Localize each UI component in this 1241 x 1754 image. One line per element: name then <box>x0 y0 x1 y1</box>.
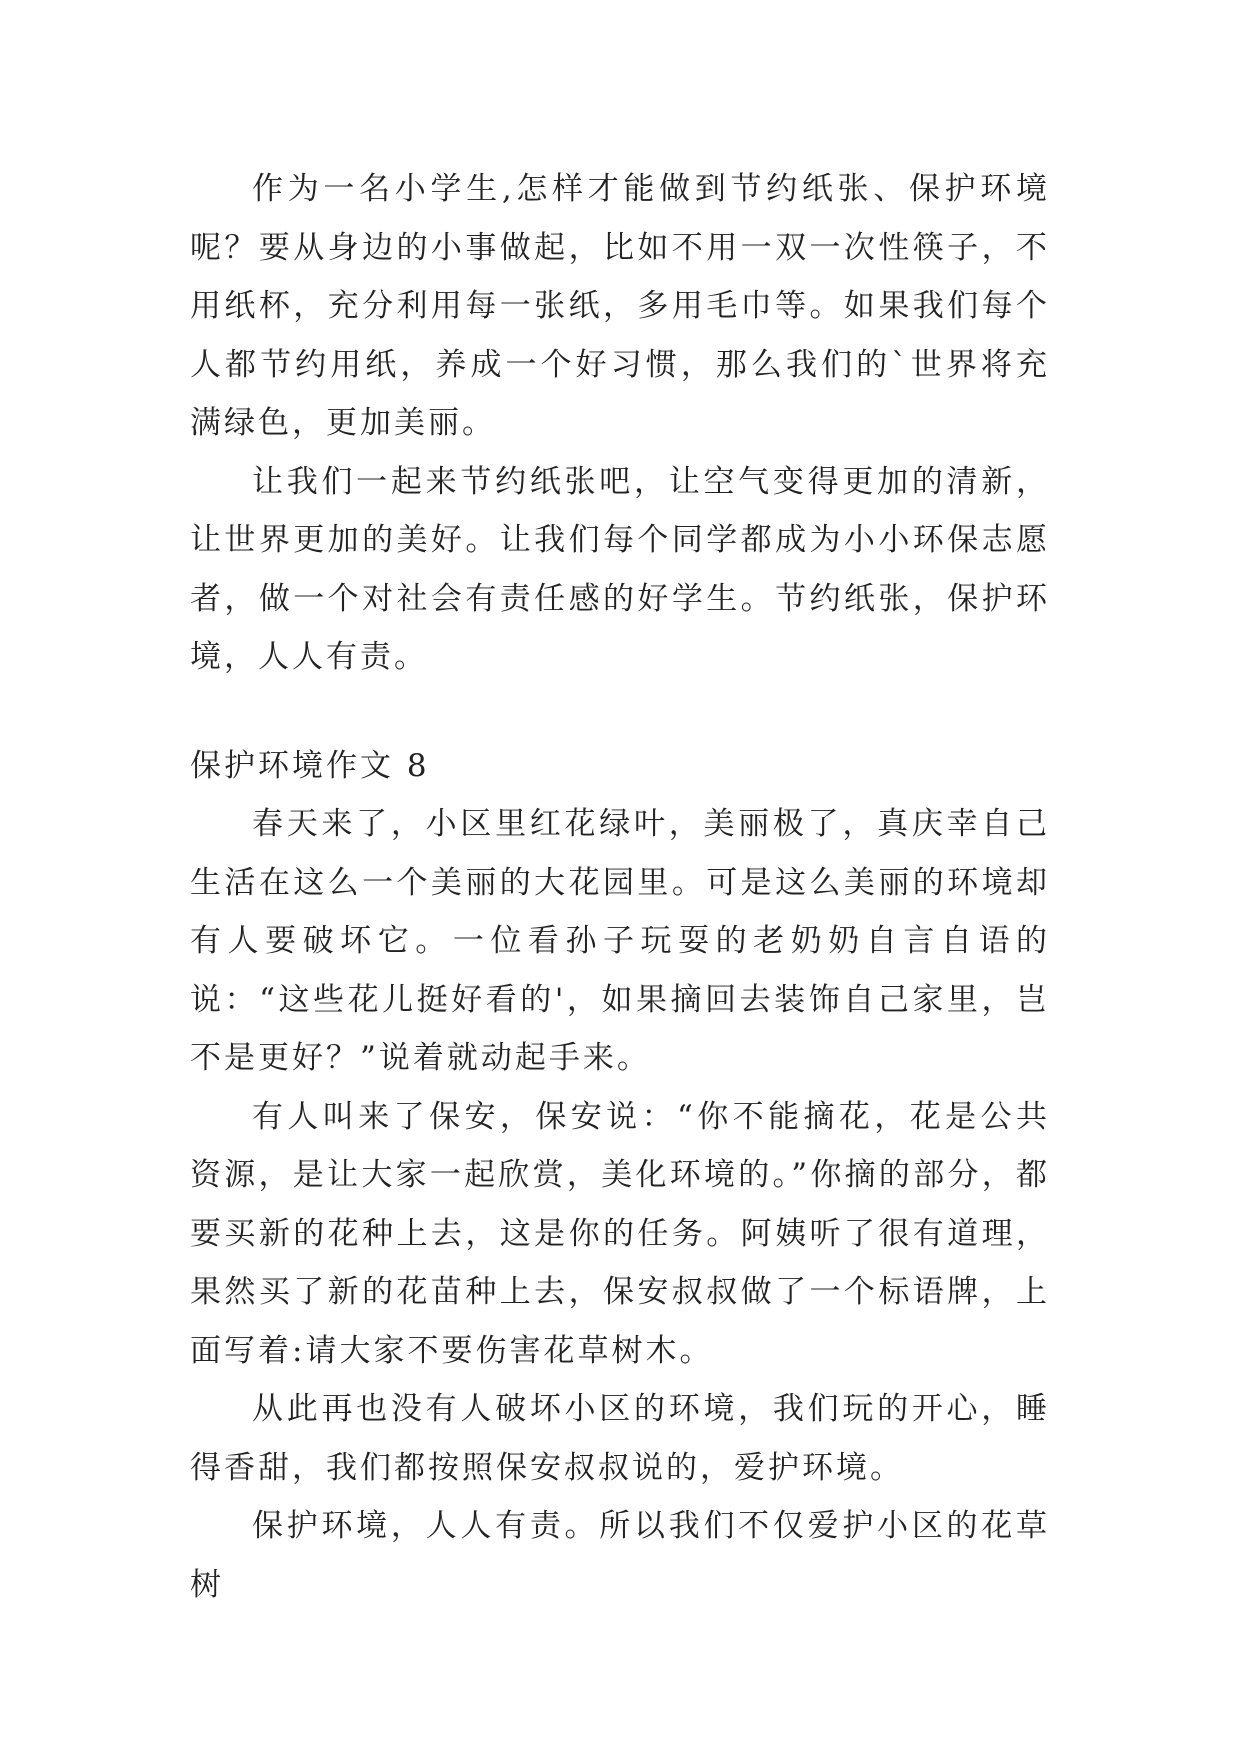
section-heading: 保护环境作文 8 <box>190 747 430 784</box>
paragraph: 从此再也没有人破坏小区的环境，我们玩的开心，睡得香甜，我们都按照保安叔叔说的，爱护环境。 <box>190 1391 1050 1486</box>
paragraph: 春天来了，小区里红花绿叶，美丽极了，真庆幸自己生活在这么一个美丽的大花园里。可是这么美丽的环境却有人要破坏它。一位看孙子玩耍的老奶奶自言自语的说：“这些花儿挺好看的'，如果摘回去装饰自己家里，岂不是更好？”说着就动起手来。 <box>190 806 1050 1076</box>
paragraph: 作为一名小学生,怎样才能做到节约纸张、保护环境呢？要从身边的小事做起，比如不用一双一次性筷子，不用纸杯，充分利用每一张纸，多用毛巾等。如果我们每个人都节约用纸，养成一个好习惯，那么我们的`世界将充满绿色，更加美丽。 <box>190 171 1050 441</box>
paragraph: 有人叫来了保安，保安说：“你不能摘花，花是公共资源，是让大家一起欣赏，美化环境的。”你摘的部分，都要买新的花种上去，这是你的任务。阿姨听了很有道理，果然买了新的花苗种上去，保安叔叔做了一个标语牌，上面写着:请大家不要伤害花草树木。 <box>190 1098 1050 1369</box>
paragraph: 让我们一起来节约纸张吧，让空气变得更加的清新，让世界更加的美好。让我们每个同学都成为小小环保志愿者，做一个对社会有责任感的好学生。节约纸张，保护环境，人人有责。 <box>190 463 1050 675</box>
document-body <box>190 160 1050 1614</box>
paragraph: 保护环境，人人有责。所以我们不仅爱护小区的花草树 <box>190 1508 1050 1603</box>
